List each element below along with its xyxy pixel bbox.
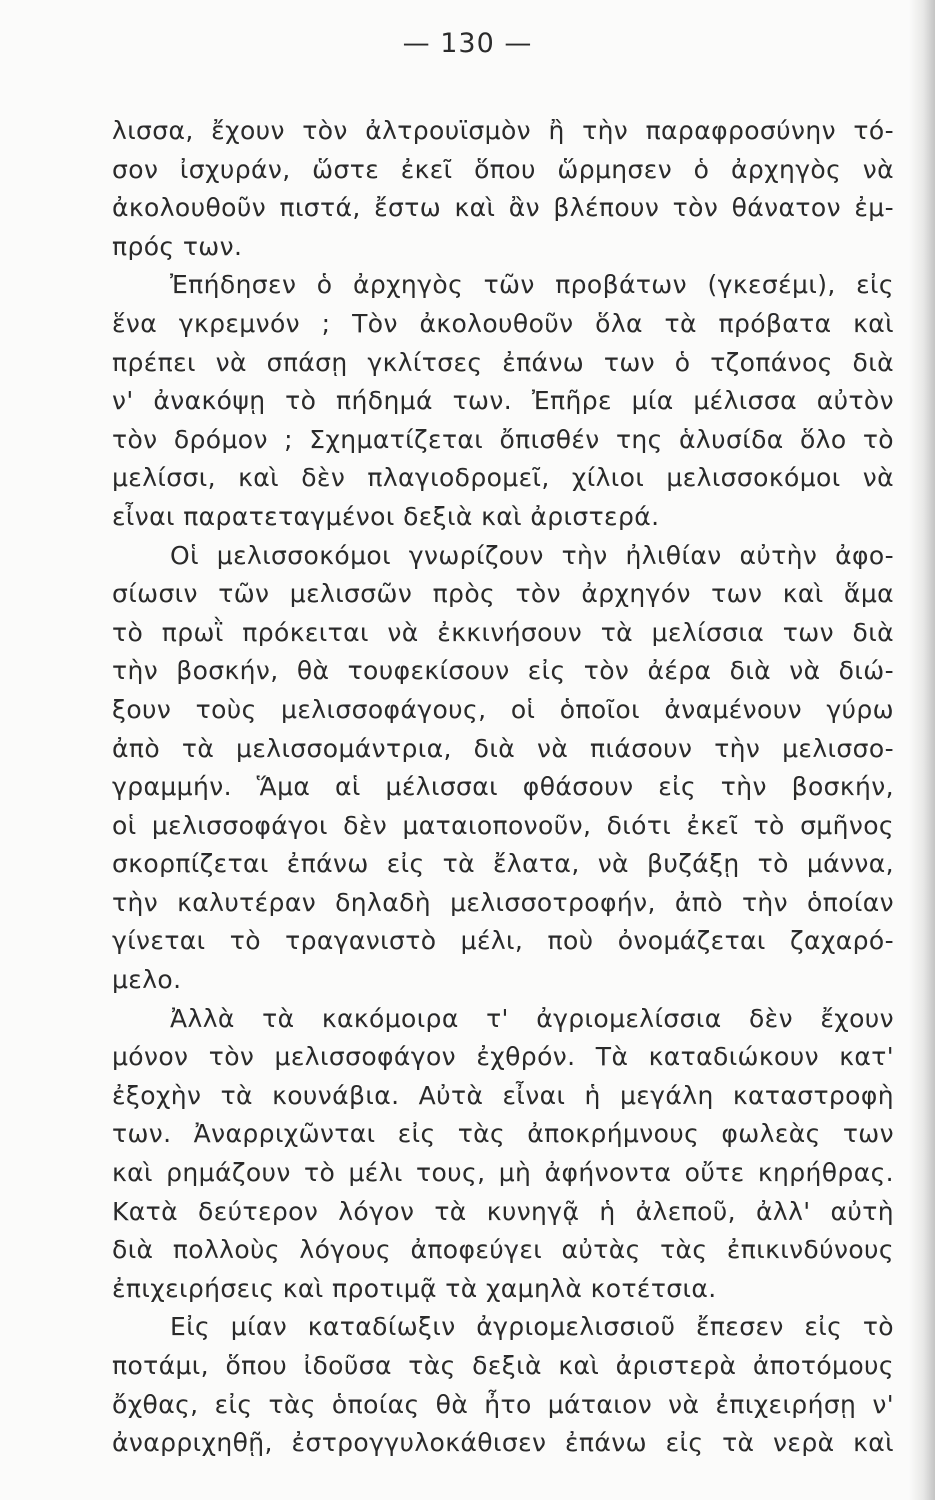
text-line: Ἐπήδησεν ὁ ἀρχηγὸς τῶν προβάτων (γκεσέμι), εἰς: [170, 270, 894, 300]
text-line: σον ἰσχυράν, ὥστε ἐκεῖ ὅπου ὥρμησεν ὁ ἀρχηγὸς νὰ: [112, 154, 894, 184]
text-line: γραμμήν. Ἅμα αἱ μέλισσαι φθάσουν εἰς τὴν βοσκήν,: [112, 772, 894, 802]
page-number: — 130 —: [402, 28, 533, 59]
text-line: Κατὰ δεύτερον λόγον τὰ κυνηγᾷ ἡ ἀλεποῦ, ἀλλ' αὐτὴ: [112, 1196, 894, 1226]
text-line: οἱ μελισσοφάγοι δὲν ματαιοπονοῦν, διότι ἐκεῖ τὸ σμῆνος: [112, 810, 894, 840]
text-line: Εἰς μίαν καταδίωξιν ἀγριομελισσιοῦ ἔπεσεν εἰς τὸ: [170, 1312, 894, 1342]
text-line: γίνεται τὸ τραγανιστὸ μέλι, ποὺ ὀνομάζεται ζαχαρό-: [112, 926, 894, 956]
text-line: σκορπίζεται ἐπάνω εἰς τὰ ἔλατα, νὰ βυζάξῃ τὸ μάννα,: [112, 849, 894, 879]
text-line: ἐξοχὴν τὰ κουνάβια. Αὐτὰ εἶναι ἡ μεγάλη καταστροφὴ: [112, 1080, 894, 1110]
text-line: ὄχθας, εἰς τὰς ὁποίας θὰ ἦτο μάταιον νὰ ἐπιχειρήσῃ ν': [112, 1389, 894, 1419]
text-line: Ἀλλὰ τὰ κακόμοιρα τ' ἀγριομελίσσια δὲν ἔχουν: [170, 1003, 894, 1033]
text-line: διὰ πολλοὺς λόγους ἀποφεύγει αὐτὰς τὰς ἐπικινδύνους: [112, 1235, 894, 1265]
spine-shadow: [909, 0, 935, 1500]
text-line: ποτάμι, ὅπου ἰδοῦσα τὰς δεξιὰ καὶ ἀριστερὰ ἀποτόμους: [112, 1351, 894, 1380]
text-line: ἐπιχειρήσεις καὶ προτιμᾷ τὰ χαμηλὰ κοτέτσια.: [112, 1273, 717, 1303]
text-line: ἀναρριχηθῇ, ἐστρογγυλοκάθισεν ἐπάνω εἰς τὰ νερὰ καὶ: [112, 1428, 894, 1458]
text-line: μόνον τὸν μελισσοφάγον ἐχθρόν. Τὰ καταδιώκουν κατ': [112, 1042, 894, 1072]
text-line: μελίσσι, καὶ δὲν πλαγιοδρομεῖ, χίλιοι μελισσοκόμοι νὰ: [112, 463, 894, 493]
text-line: εἶναι παρατεταγμένοι δεξιὰ καὶ ἀριστερά.: [112, 501, 660, 531]
text-line: των. Ἀναρριχῶνται εἰς τὰς ἀποκρήμνους φωλεὰς των: [112, 1119, 894, 1149]
body-text: [112, 112, 894, 1463]
text-line: τὸ πρωῒ πρόκειται νὰ ἐκκινήσουν τὰ μελίσσια των διὰ: [112, 617, 894, 647]
text-line: τὴν καλυτέραν δηλαδὴ μελισσοτροφήν, ἀπὸ τὴν ὁποίαν: [112, 887, 894, 917]
text-line: ξουν τοὺς μελισσοφάγους, οἱ ὁποῖοι ἀναμένουν γύρω: [112, 694, 894, 724]
text-line: ἀκολουθοῦν πιστά, ἔστω καὶ ἂν βλέπουν τὸν θάνατον ἐμ-: [112, 193, 894, 223]
text-line: σίωσιν τῶν μελισσῶν πρὸς τὸν ἀρχηγόν των καὶ ἅμα: [112, 579, 894, 609]
text-line: ἀπὸ τὰ μελισσομάντρια, διὰ νὰ πιάσουν τὴν μελισσο-: [112, 733, 894, 763]
text-line: ἕνα γκρεμνόν ; Τὸν ἀκολουθοῦν ὅλα τὰ πρόβατα καὶ: [112, 308, 894, 338]
text-line: πρέπει νὰ σπάσῃ γκλίτσες ἐπάνω των ὁ τζοπάνος διὰ: [112, 347, 894, 377]
text-line: ν' ἀνακόψῃ τὸ πήδημά των. Ἐπῆρε μία μέλισσα αὐτὸν: [112, 386, 894, 416]
text-line: καὶ ρημάζουν τὸ μέλι τους, μὴ ἀφήνοντα οὔτε κηρήθρας.: [112, 1158, 894, 1188]
text-line: μελο.: [112, 965, 182, 995]
text-line: πρός των.: [112, 231, 243, 261]
text-line: λισσα, ἔχουν τὸν ἀλτρουϊσμὸν ἢ τὴν παραφροσύνην τό-: [112, 116, 894, 145]
text-line: Οἱ μελισσοκόμοι γνωρίζουν τὴν ἠλιθίαν αὐτὴν ἀφο-: [170, 540, 894, 570]
text-line: τὴν βοσκήν, θὰ τουφεκίσουν εἰς τὸν ἀέρα διὰ νὰ διώ-: [112, 656, 894, 686]
text-line: τὸν δρόμον ; Σχηματίζεται ὄπισθέν της ἁλυσίδα ὅλο τὸ: [112, 424, 894, 454]
